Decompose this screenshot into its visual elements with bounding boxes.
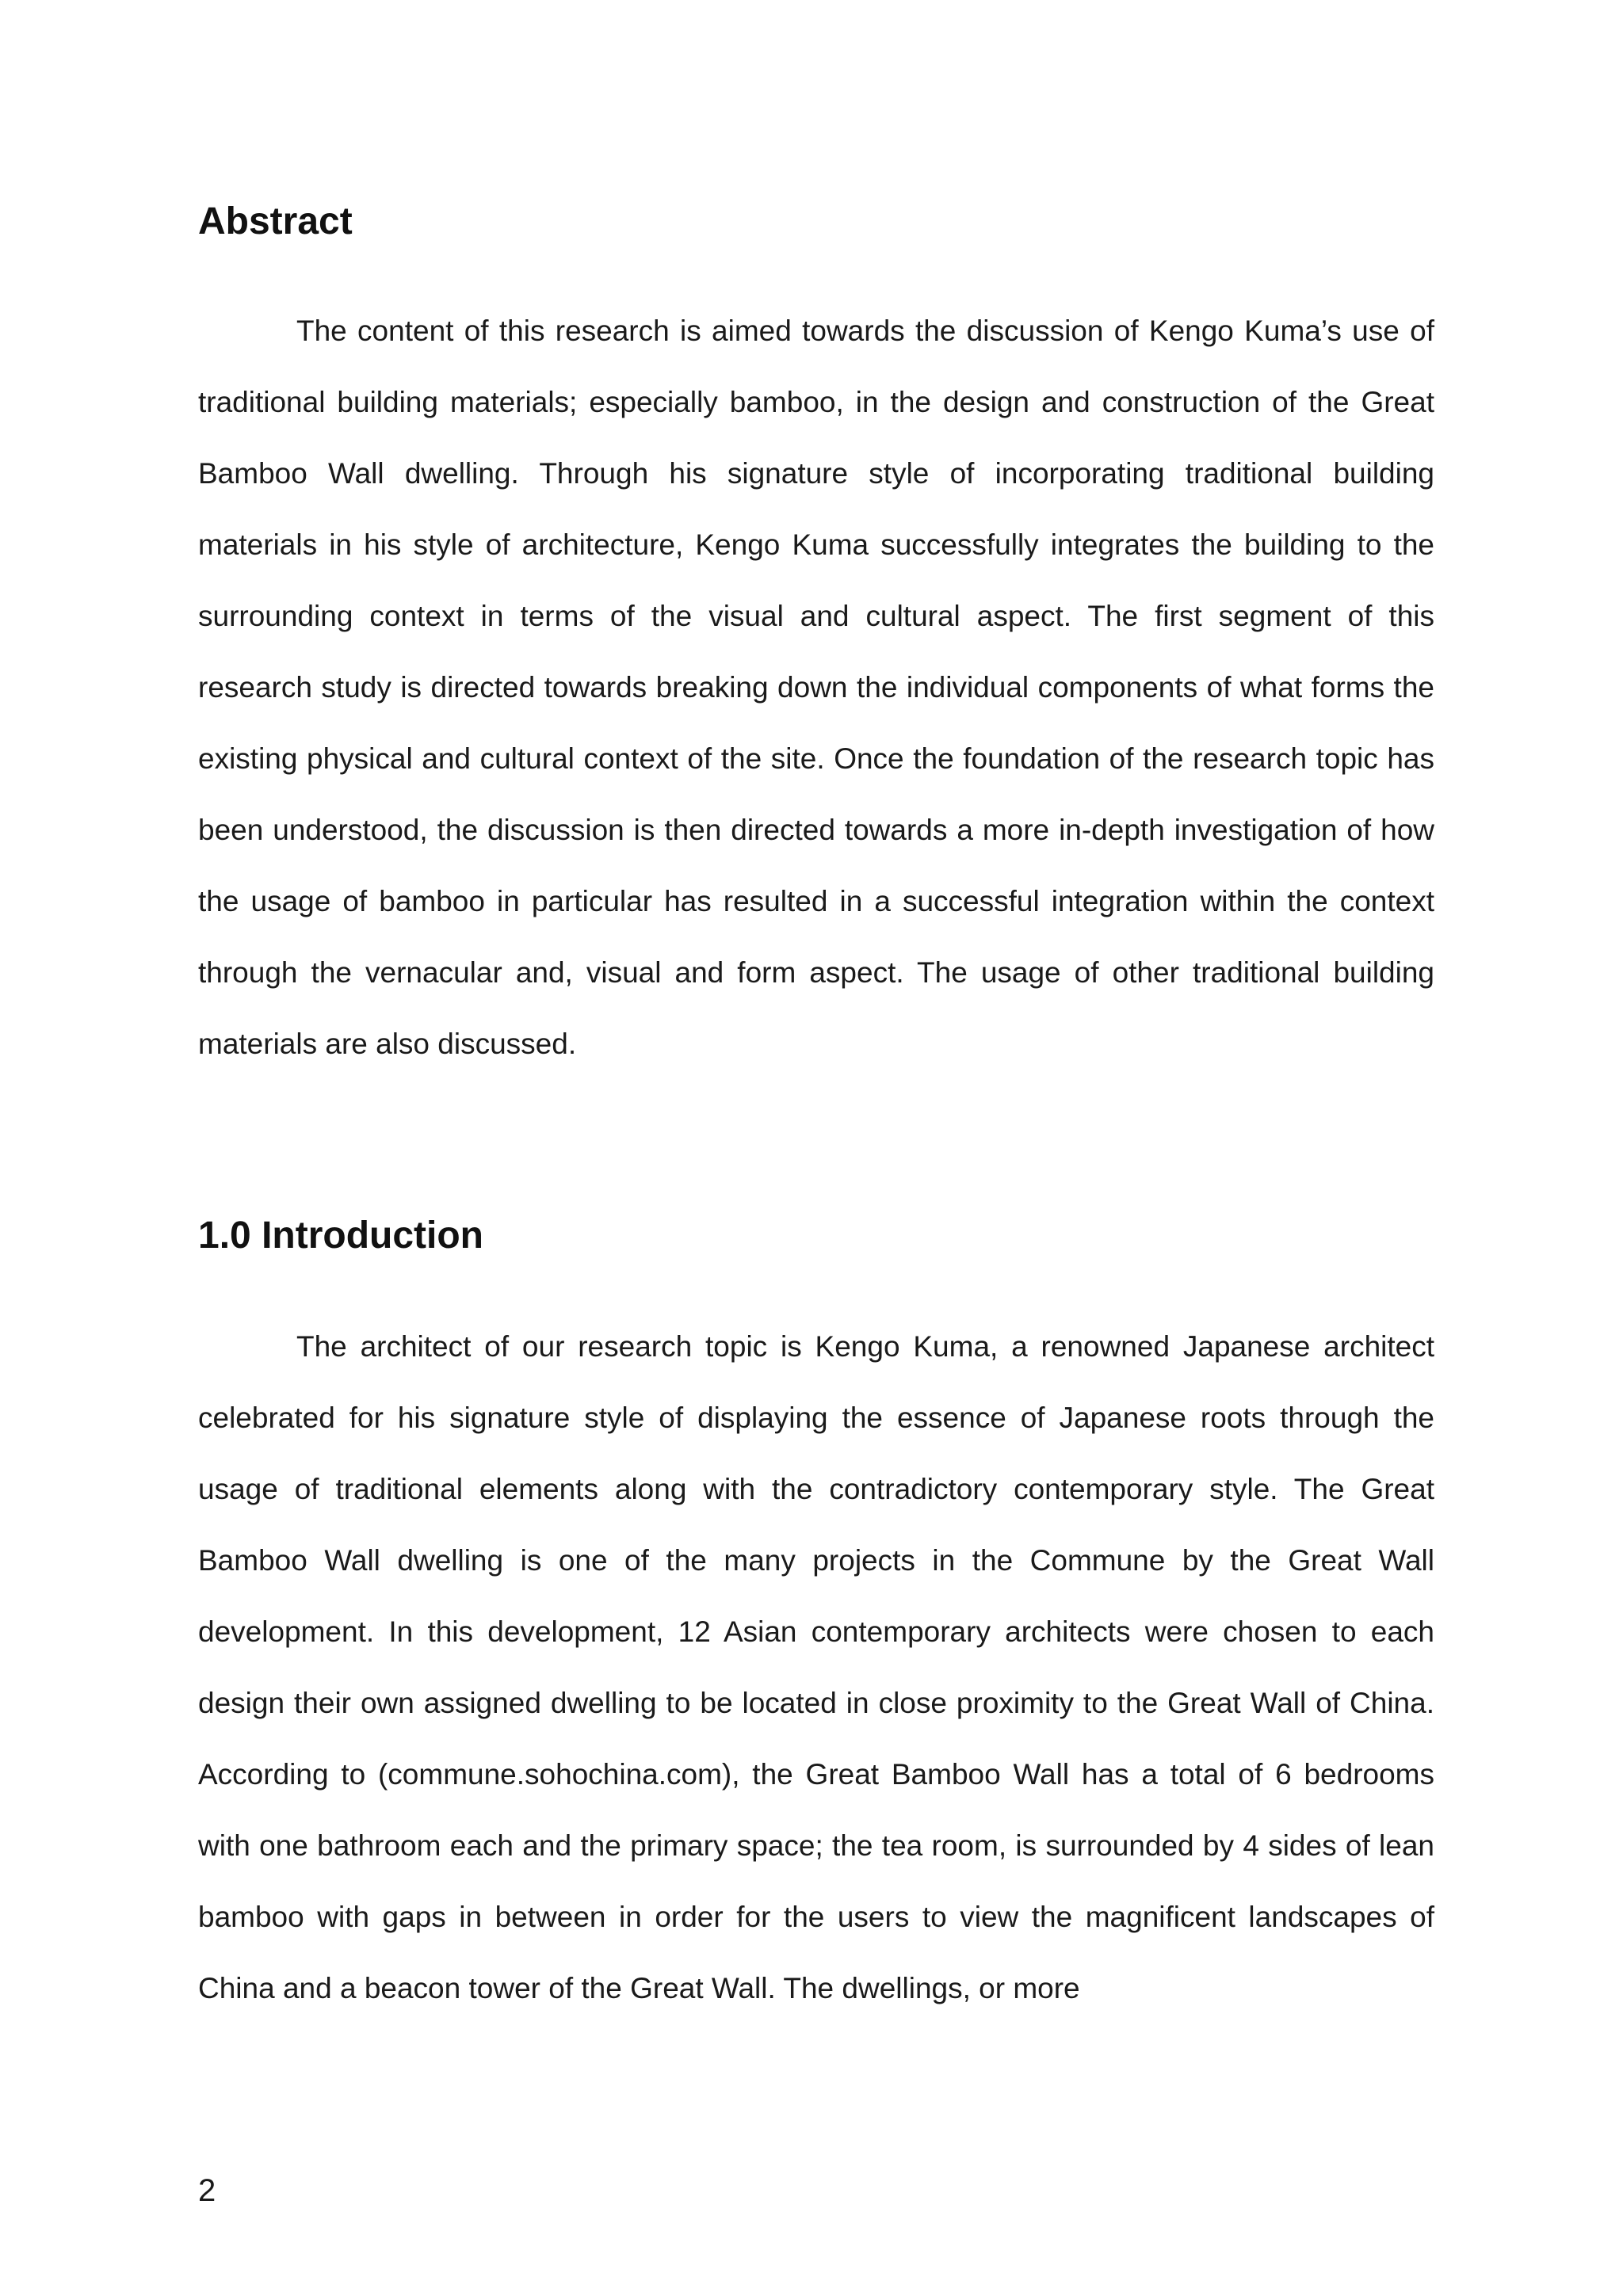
abstract-paragraph: The content of this research is aimed towards the discussion of Kengo Kuma’s use of traditional building materials; especially bamboo, in the design and construction of the Great Bamboo Wall dwelling. Through his signature style of incorporating traditional building materials in his style of architecture, Kengo Kuma successfully integrates the building to the surrounding context in terms of the visual and cultural aspect. The first segment of this research study is directed towards breaking down the individual components of what forms the existing physical and cultural context of the site. Once the foundation of the research topic has been understood, the discussion is then directed towards a more in-depth investigation of how the usage of bamboo in particular has resulted in a successful integration within the context through the vernacular and, visual and form aspect. The usage of other traditional building materials are also discussed. xyxy=(198,315,1434,1060)
page-number: 2 xyxy=(198,2173,216,2208)
introduction-paragraph: The architect of our research topic is Kengo Kuma, a renowned Japanese architect celebrated for his signature style of displaying the essence of Japanese roots through the usage of traditional elements along with the contradictory contemporary style. The Great Bamboo Wall dwelling is one of the many projects in the Commune by the Great Wall development. In this development, 12 Asian contemporary architects were chosen to each design their own assigned dwelling to be located in close proximity to the Great Wall of China. According to (commune.sohochina.com), the Great Bamboo Wall has a total of 6 bedrooms with one bathroom each and the primary space; the tea room, is surrounded by 4 sides of lean bamboo with gaps in between in order for the users to view the magnificent landscapes of China and a beacon tower of the Great Wall. The dwellings, or more xyxy=(198,1330,1434,2004)
abstract-heading: Abstract xyxy=(198,200,353,242)
introduction-heading: 1.0 Introduction xyxy=(198,1215,483,1257)
